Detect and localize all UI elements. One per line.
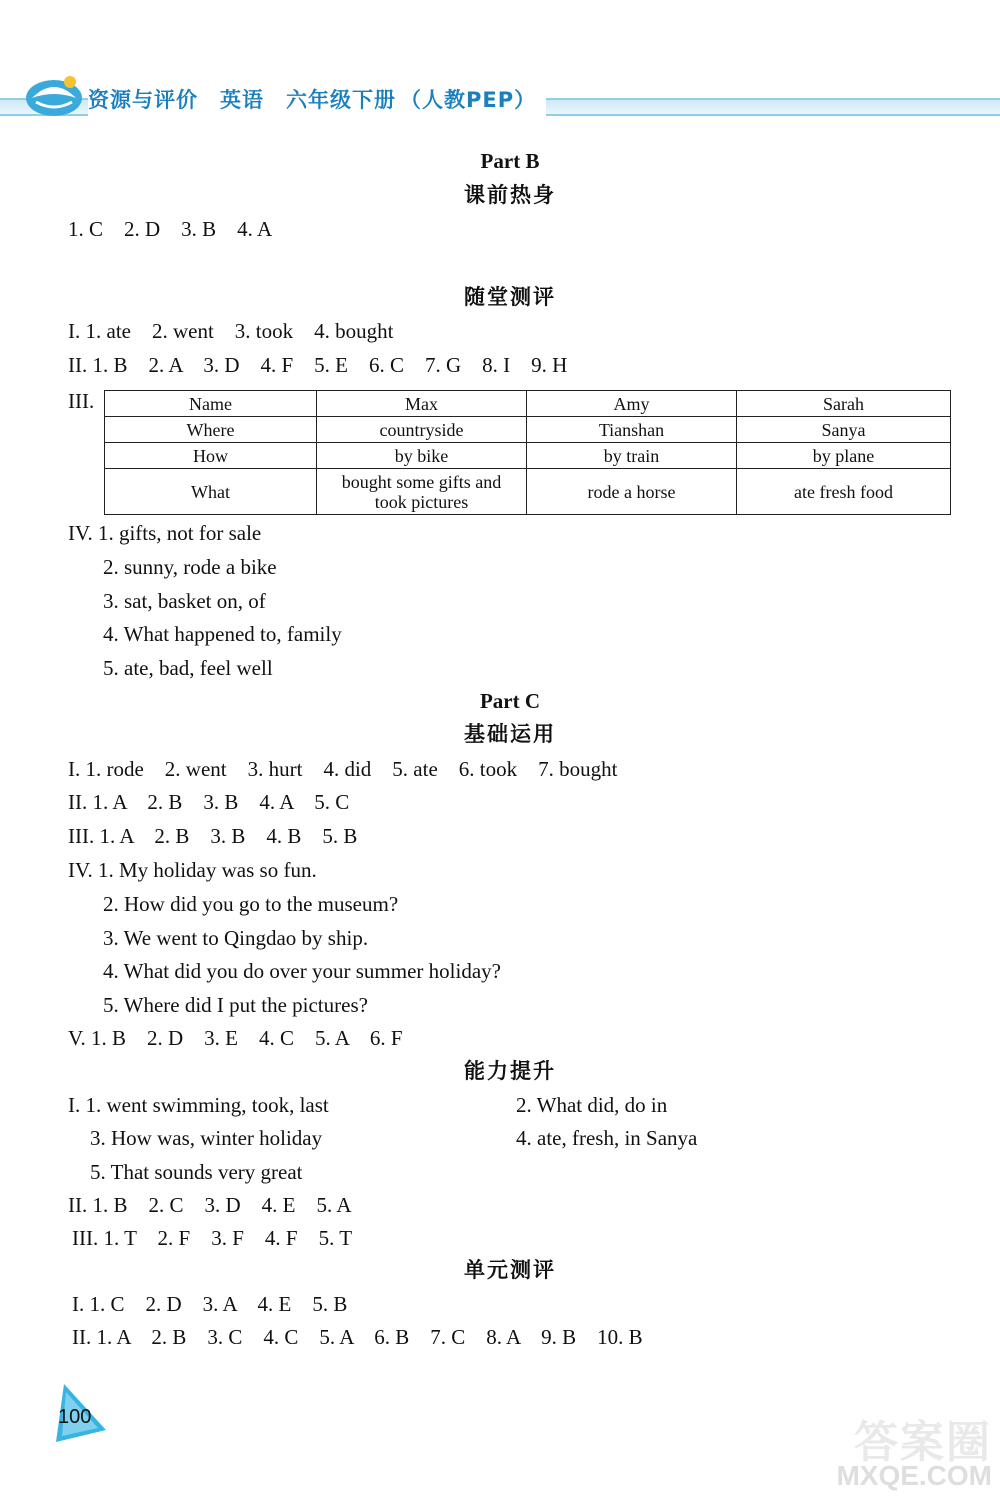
table-cell: by plane — [737, 443, 951, 469]
unit-test-q2: II. 1. A 2. B 3. C 4. C 5. A 6. B 7. C 8. A 9. B 10. B — [72, 1325, 643, 1349]
page-header — [0, 62, 1000, 122]
unit-test-heading: 单元测评 — [464, 1258, 556, 1282]
table-cell: by bike — [317, 443, 527, 469]
basic-q3: III. 1. A 2. B 3. B 4. B 5. B — [68, 824, 358, 848]
watermark — [822, 1402, 998, 1498]
header-subject: 英语 — [220, 88, 264, 112]
class-test-heading: 随堂测评 — [464, 285, 556, 309]
header-brand: 资源与评价 — [88, 88, 198, 112]
basic-q2: II. 1. A 2. B 3. B 4. A 5. C — [68, 790, 350, 814]
table-cell: Where — [105, 417, 317, 443]
watermark-url: MXQE.COM — [836, 1460, 992, 1491]
table-cell: How — [105, 443, 317, 469]
class-test-q4-3: 3. sat, basket on, of — [103, 589, 266, 613]
basic-q5: V. 1. B 2. D 3. E 4. C 5. A 6. F — [68, 1026, 403, 1050]
table-row — [105, 417, 951, 443]
table-row — [105, 391, 951, 417]
header-title — [88, 82, 546, 118]
header-edition: （人教PEP） — [400, 88, 537, 112]
warmup-heading: 课前热身 — [464, 183, 556, 207]
basic-q4-5: 5. Where did I put the pictures? — [103, 993, 368, 1017]
table-cell: rode a horse — [527, 469, 737, 515]
basic-q4-3: 3. We went to Qingdao by ship. — [103, 926, 369, 950]
ability-q2: II. 1. B 2. C 3. D 4. E 5. A — [68, 1193, 352, 1217]
table-cell: Name — [105, 391, 317, 417]
class-test-q4-2: 2. sunny, rode a bike — [103, 555, 277, 579]
ability-q1-5: 5. That sounds very great — [90, 1160, 303, 1184]
warmup-answers: 1. C 2. D 3. B 4. A — [68, 217, 273, 241]
class-test-q4-1: IV. 1. gifts, not for sale — [68, 521, 262, 545]
class-test-q2: II. 1. B 2. A 3. D 4. F 5. E 6. C 7. G 8. I 9. H — [68, 353, 568, 377]
watermark-cn: 答案圈 — [854, 1417, 992, 1468]
table-cell: by train — [527, 443, 737, 469]
ability-q1-4: 4. ate, fresh, in Sanya — [516, 1126, 698, 1150]
book-logo-icon — [22, 68, 86, 120]
table-cell: bought some gifts and took pictures — [317, 469, 527, 515]
part-b-title: Part B — [480, 149, 540, 173]
table-row — [105, 443, 951, 469]
table-row — [105, 469, 951, 515]
basic-heading: 基础运用 — [464, 722, 556, 746]
part-c-title: Part C — [479, 689, 541, 713]
table-cell: What — [105, 469, 317, 515]
page-number-badge — [56, 1382, 108, 1444]
class-test-q3-label: III. — [68, 389, 95, 413]
class-test-q1: I. 1. ate 2. went 3. took 4. bought — [68, 319, 394, 343]
ability-q1-3: 3. How was, winter holiday — [90, 1126, 323, 1150]
class-test-q4-4: 4. What happened to, family — [103, 622, 342, 646]
table-cell: Max — [317, 391, 527, 417]
table-cell: Tianshan — [527, 417, 737, 443]
table-cell: ate fresh food — [737, 469, 951, 515]
ability-heading: 能力提升 — [464, 1059, 556, 1083]
holiday-table — [104, 390, 951, 515]
table-cell: Amy — [527, 391, 737, 417]
basic-q4-4: 4. What did you do over your summer holiday? — [103, 959, 501, 983]
header-grade: 六年级下册 — [286, 88, 396, 112]
basic-q4-2: 2. How did you go to the museum? — [103, 892, 399, 916]
class-test-q4-5: 5. ate, bad, feel well — [103, 656, 273, 680]
table-cell: Sarah — [737, 391, 951, 417]
unit-test-q1: I. 1. C 2. D 3. A 4. E 5. B — [72, 1292, 348, 1316]
ability-q3: III. 1. T 2. F 3. F 4. F 5. T — [72, 1226, 353, 1250]
table-cell: Sanya — [737, 417, 951, 443]
table-cell: countryside — [317, 417, 527, 443]
basic-q1: I. 1. rode 2. went 3. hurt 4. did 5. ate 6. took 7. bought — [68, 757, 618, 781]
page-number: 100 — [58, 1406, 92, 1428]
ability-q1-1: I. 1. went swimming, took, last — [68, 1093, 329, 1117]
basic-q4-1: IV. 1. My holiday was so fun. — [68, 858, 317, 882]
ability-q1-2: 2. What did, do in — [516, 1093, 668, 1117]
